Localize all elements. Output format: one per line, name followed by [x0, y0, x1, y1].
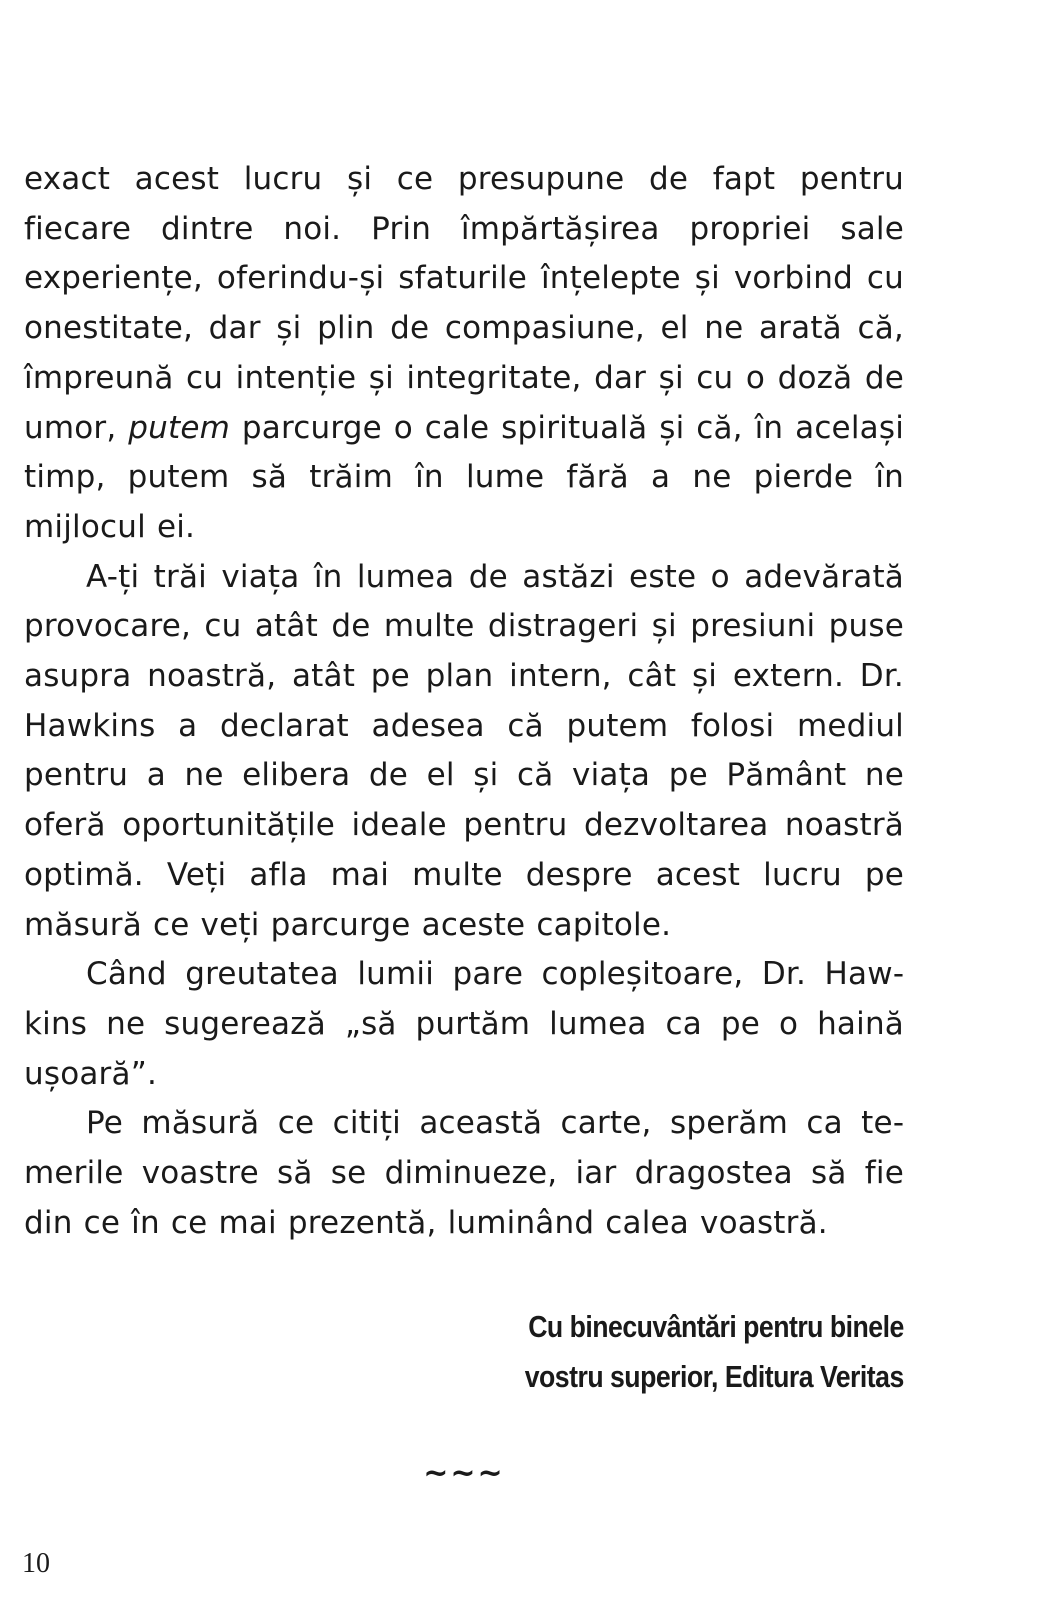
paragraph-3: Când greutatea lumii pare copleșitoare, Dr. Hawkins ne sugerează „să purtăm lumea ca pe o haină ușoară”. — [24, 956, 904, 1092]
page-number: 10 — [22, 1548, 50, 1579]
paragraph-1 — [24, 155, 904, 553]
signature-line-2: vostru superior, Editura Veritas — [524, 1359, 904, 1394]
paragraph-1-text-start: exact acest lucru și ce presupune de fapt pentru fiecare dintre noi. Prin împărtășirea propriei sale experiențe, oferindu-și sfaturile înțelepte și vorbind cu onestitate, dar și plin de compasiune, el ne arată că, împreună cu intenție și integritate, dar și cu o doză de umor, — [24, 161, 904, 446]
publisher-signature — [525, 1302, 904, 1402]
paragraph-4: Pe măsură ce citiți această carte, sperăm ca temerile voastre să se diminueze, iar dragostea să fie din ce în ce mai prezentă, luminând calea voastră. — [24, 1105, 904, 1241]
emphasis-putem: putem — [128, 409, 231, 446]
signature-line-1: Cu binecuvântări pentru binele — [528, 1309, 904, 1344]
body-text — [24, 155, 904, 1248]
paragraph-1-text-end: parcurge o cale spirituală și că, în același timp, putem să trăim în lume fără a ne pierde în mijlocul ei. — [24, 409, 905, 545]
paragraph-2: A-ți trăi viața în lumea de astăzi este o adevărată provocare, cu atât de multe distrageri și presiuni puse asupra noastră, atât pe plan intern, cât și extern. Dr. Hawkins a declarat adesea că putem folosi mediul pentru a ne elibera de el și că viața pe Pământ ne oferă oportunitățile ideale pentru dezvoltarea noastră optimă. Veți afla mai multe despre acest lucru pe măsură ce veți parcurge aceste capitole. — [24, 558, 904, 943]
section-separator: ~~~ — [423, 1456, 505, 1491]
